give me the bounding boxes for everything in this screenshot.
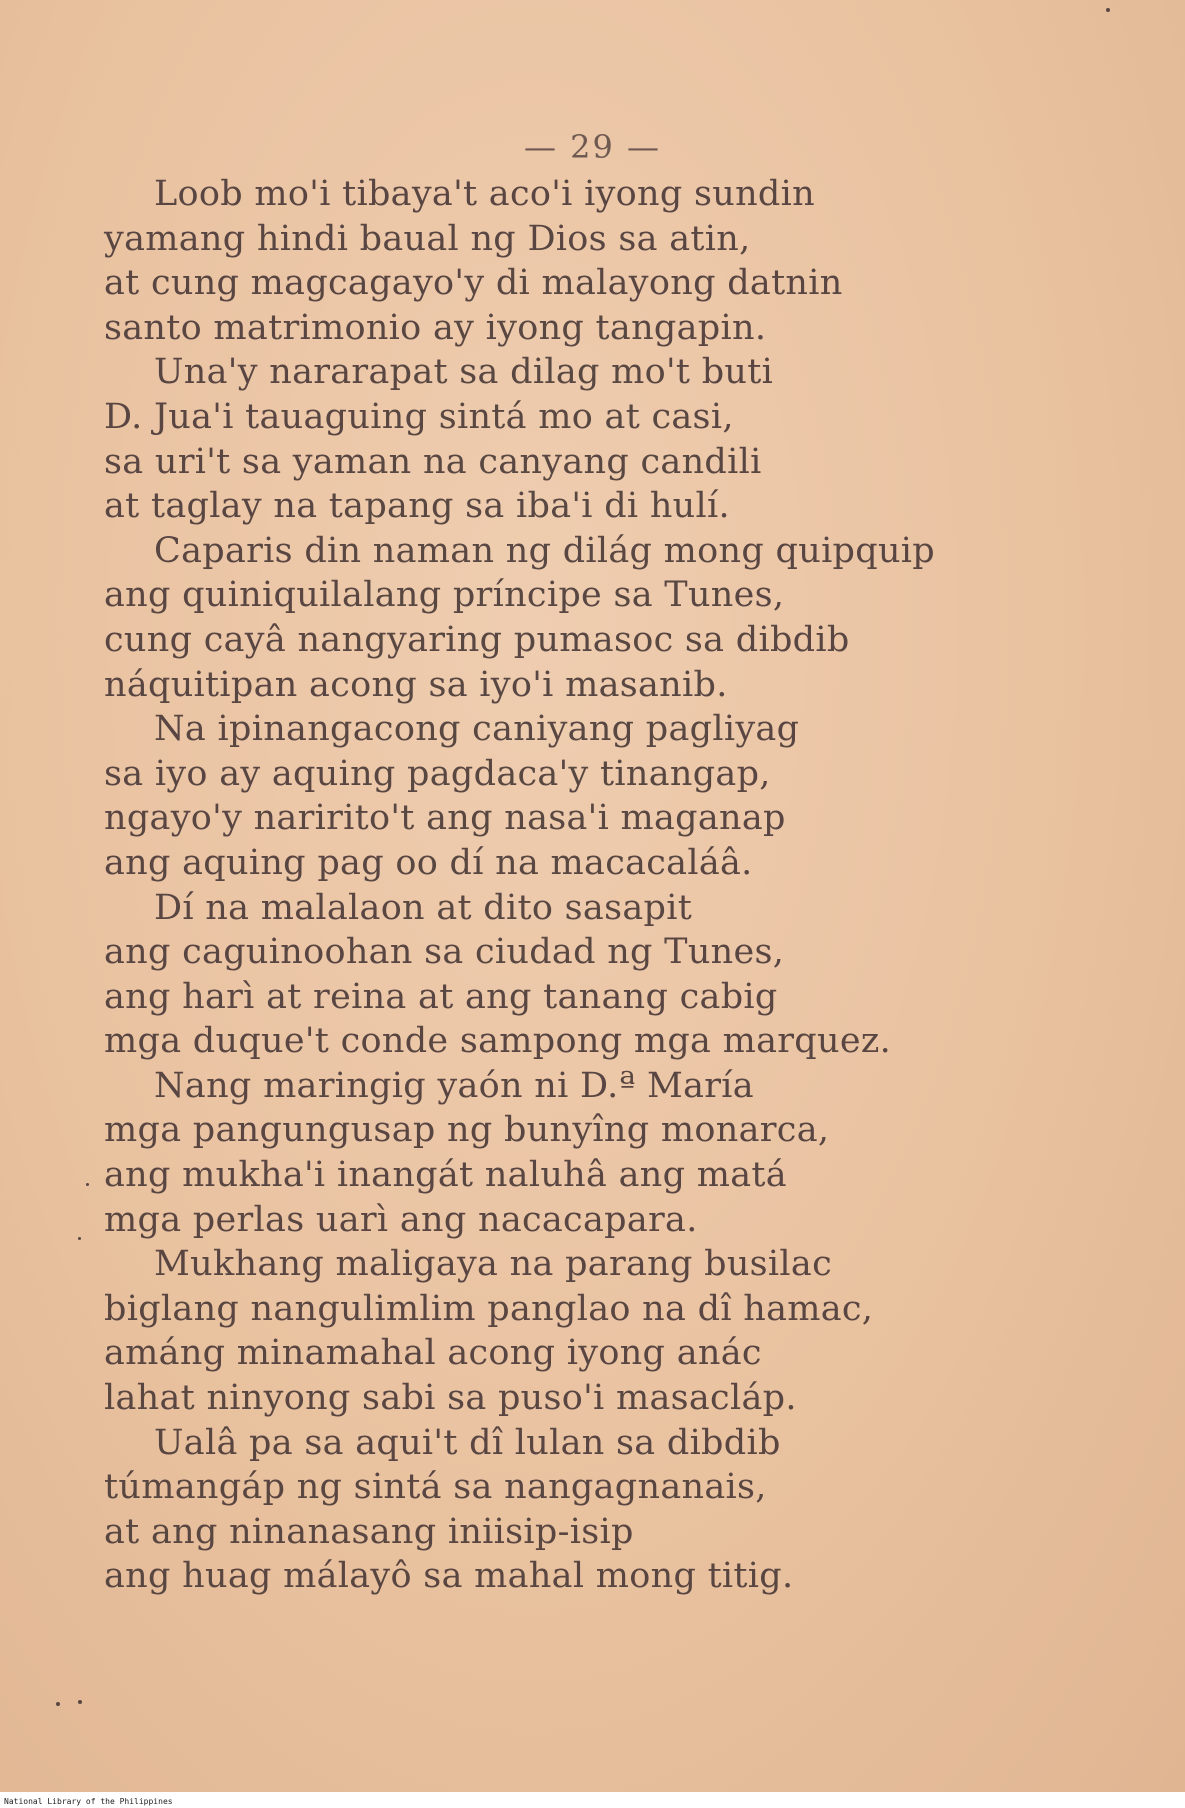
poem-line: santo matrimonio ay iyong tangapin. — [104, 307, 767, 348]
poem-line: Mukhang maligaya na parang busilac — [154, 1244, 832, 1285]
poem-line: náquitipan acong sa iyo'i masanib. — [104, 664, 728, 705]
poem-line: at cung magcagayo'y di malayong datnin — [104, 263, 843, 304]
poem-line: biglang nangulimlim panglao na dî hamac, — [104, 1288, 874, 1329]
poem-line: Ualâ pa sa aqui't dî lulan sa dibdib — [154, 1422, 781, 1463]
poem-line: Una'y nararapat sa dilag mo't buti — [154, 352, 774, 393]
poem-line: cung cayâ nangyaring pumasoc sa dibdib — [104, 619, 850, 660]
page-number: — 29 — — [523, 128, 662, 166]
poem-line: amáng minamahal acong iyong anác — [104, 1333, 762, 1374]
poem-line: ang harì at reina at ang tanang cabig — [104, 976, 778, 1017]
stanza-8 — [104, 1421, 1124, 1599]
poem-line: ang aquing pag oo dí na macacaláâ. — [104, 842, 753, 883]
poem-line: ang mukha'i inangát naluhâ ang matá — [104, 1155, 787, 1196]
poem-line: Dí na malalaon at dito sasapit — [154, 887, 693, 928]
stanza-6 — [104, 1064, 1124, 1242]
footer-credit: National Library of the Philippines — [4, 1797, 173, 1806]
poem-line: túmangáp ng sintá sa nangagnanais, — [104, 1467, 767, 1508]
poem-line: Loob mo'i tibaya't aco'i iyong sundin — [154, 174, 815, 214]
poem-line: D. Jua'i tauaguing sintá mo at casi, — [104, 396, 734, 437]
stanza-1 — [104, 172, 1124, 350]
poem-line: sa uri't sa yaman na canyang candili — [104, 441, 762, 482]
ink-speck — [1106, 8, 1110, 12]
stanza-2 — [104, 350, 1124, 528]
poem-line: ang quiniquilalang príncipe sa Tunes, — [104, 575, 785, 616]
ink-speck — [86, 1183, 89, 1186]
stanza-7 — [104, 1242, 1124, 1420]
poem-line: Na ipinangacong caniyang pagliyag — [154, 709, 800, 750]
poem-line: ngayo'y naririto't ang nasa'i maganap — [104, 798, 786, 839]
poem-line: lahat ninyong sabi sa puso'i masacláp. — [104, 1378, 797, 1419]
footer-strip — [0, 1792, 1185, 1808]
poem-line: sa iyo ay aquing pagdaca'y tinangap, — [104, 753, 771, 794]
poem-line: mga duque't conde sampong mga marquez. — [104, 1021, 892, 1062]
poem-line: mga pangungusap ng bunyîng monarca, — [104, 1110, 830, 1151]
ink-speck — [78, 1237, 81, 1240]
ink-speck — [78, 1700, 82, 1704]
poem-line: ang huag málayô sa mahal mong titig. — [104, 1556, 794, 1597]
stanza-4 — [104, 707, 1124, 885]
poem-line: at taglay na tapang sa iba'i di hulí. — [104, 486, 730, 527]
poem-line: mga perlas uarì ang nacacapara. — [104, 1199, 698, 1240]
ink-speck — [56, 1702, 60, 1706]
poem-line: Nang maringig yaón ni D.ª María — [154, 1065, 754, 1106]
poem-body — [104, 172, 1124, 1599]
poem-line: ang caguinoohan sa ciudad ng Tunes, — [104, 932, 785, 973]
poem-line: yamang hindi baual ng Dios sa atin, — [104, 218, 751, 259]
poem-line: at ang ninanasang iniisip-isip — [104, 1511, 634, 1552]
poem-line: Caparis din naman ng dilág mong quipquip — [154, 530, 936, 571]
stanza-5 — [104, 886, 1124, 1064]
stanza-3 — [104, 529, 1124, 707]
